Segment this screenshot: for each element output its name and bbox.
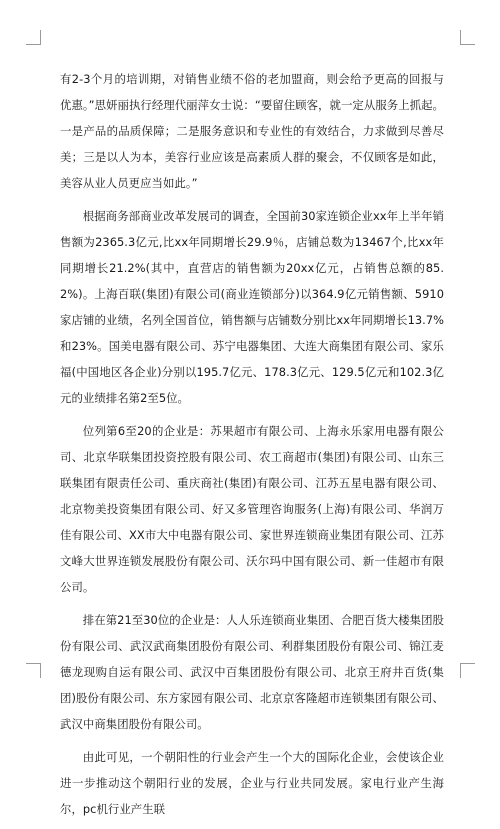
paragraph-conclusion: 由此可见，一个朝阳性的行业会产生一个大的国际化企业，会使该企业进一步推动这个朝阳行业的发展，企业与行业共同发展。家电行业产生海尔，pc机行业产生联 [60, 750, 444, 816]
paragraph-rank-6-to-20: 位列第6至20的企业是：苏果超市有限公司、上海永乐家用电器有限公司、北京华联集团投资控股有限公司、农工商超市(集团)有限公司、山东三联集团有限责任公司、重庆商社(集团)有限公司、江苏五星电器有限公司、北京物美投资集团有限公司、好又多管理咨询服务(上海)有限公司、华润万佳有限公司、XX市大中电器有限公司、家世界连锁商业集团有限公司、江苏文峰大世界连锁发展股份有限公司、沃尔玛中国有限公司、新一佳超市有限公司。 [60, 424, 444, 594]
paragraph-training-and-service: 有2-3个月的培训期，对销售业绩不俗的老加盟商，则会给予更高的回报与优惠。”思妍丽执行经理代丽萍女士说：“要留住顾客，就一定从服务上抓起。一是产品的品质保障；二是服务意识和专业性的有效结合，力求做到尽善尽美；三是以人为本，美容行业应该是高素质人群的聚会，不仅顾客是如此，美容从业人员更应当如此。” [60, 72, 444, 190]
corner-crop-mark-top-left [26, 30, 41, 45]
document-body [60, 66, 444, 829]
corner-crop-mark-bottom-left [26, 663, 41, 678]
paragraph-top30-sales-survey: 根据商务部商业改革发展司的调查，全国前30家连锁企业xx年上半年销售额为2365.3亿元,比xx年同期增长29.9％，店铺总数为13467个,比xx年同期增长21.2%(其中，直营店的销售额为20xx亿元，占销售总额的85.2%)。上海百联(集团)有限公司(商业连锁部分)以364.9亿元销售额、5910家店铺的业绩，名列全国首位，销售额与店铺数分别比xx年同期增长13.7%和23%。国美电器有限公司、苏宁电器集团、大连大商集团有限公司、家乐福(中国地区各企业)分别以195.7亿元、178.3亿元、129.5亿元和102.3亿元的业绩排名第2至5位。 [60, 209, 444, 405]
paragraph-rank-21-to-30: 排在第21至30位的企业是：人人乐连锁商业集团、合肥百货大楼集团股份有限公司、武汉武商集团股份有限公司、利群集团股份有限公司、锦江麦德龙现购自运有限公司、武汉中百集团股份有限公司、北京王府井百货(集团)股份有限公司、东方家园有限公司、北京京客隆超市连锁集团有限公司、武汉中商集团股份有限公司。 [60, 613, 444, 731]
corner-crop-mark-top-right [460, 30, 475, 45]
corner-crop-mark-bottom-right [460, 663, 475, 678]
